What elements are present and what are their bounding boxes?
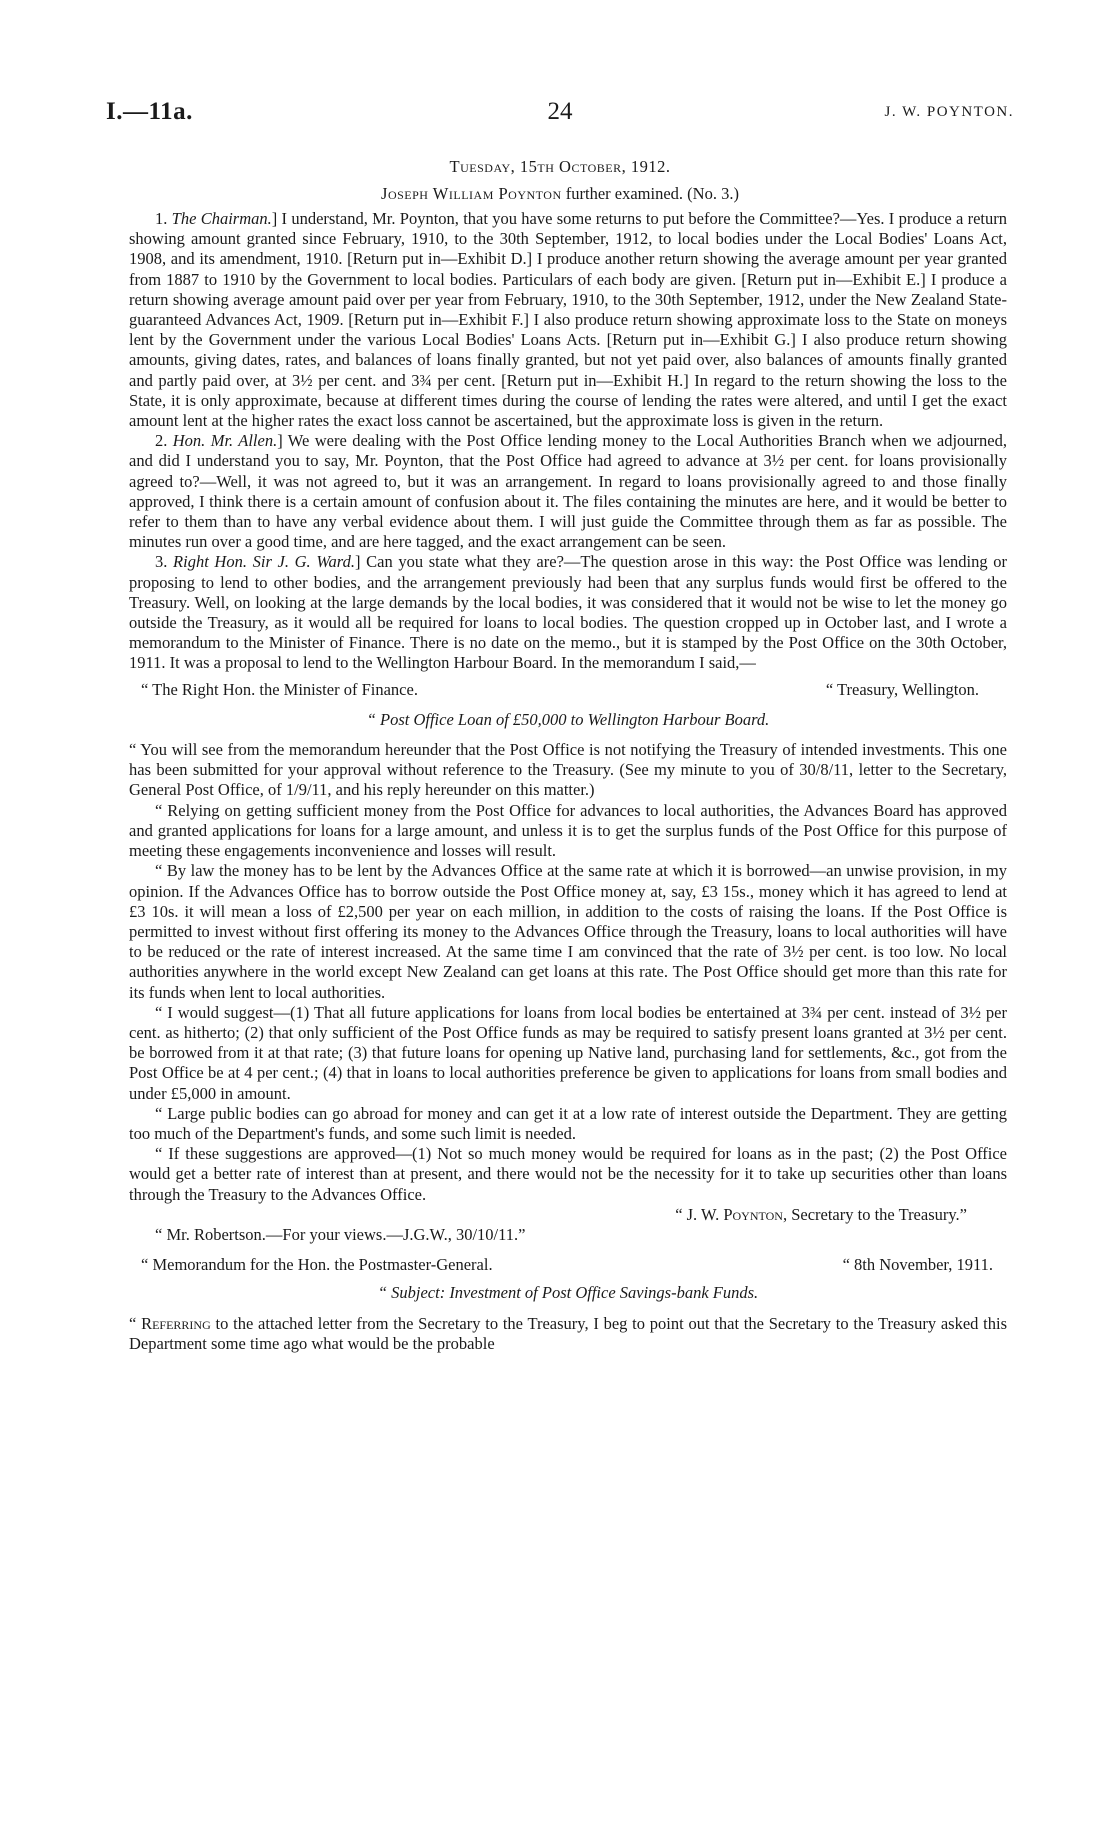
letter-paragraph-3: “ By law the money has to be lent by the Advances Office at the same rate at which it is borrowed—an unwise provision, in my opinion. If the Advances Office has to borrow outside the Post Office money at, say, £3 15s., money which it has agreed to lend at £3 10s. it will mean a loss of £2,500 per year on each million, in addition to the costs of raising the loans. If the Post Office is permitted to invest without first offering its money to the Advances Office through the Treasury, loans to local authorities will have to be reduced or the rate of interest increased. At the same time I am convinced that the rate of 3½ per cent. is too low. No local authorities anywhere in the world except New Zealand can get loans at this rate. The Post Office should get more than this rate for its funds when lent to local authorities.: [129, 861, 1007, 1002]
paragraph-text: ] We were dealing with the Post Office lending money to the Local Authorities Branch when we adjourned, and did I understand you to say, Mr. Poynton, that the Post Office had agreed to advance at 3½ per cent. for loans provisionally agreed to?—Well, it was not agreed to, but it was an arrangement. In regard to loans provisionally agreed to and those finally approved, I think there is a certain amount of confusion about it. The files containing the minutes are here, and it would be better to refer to them than to have any verbal evidence about them. I will just guide the Committee through them as far as possible. The minutes run over a good time, and are here tagged, and the exact arrangement can be seen.: [129, 431, 1007, 552]
signature-title: , Secretary to the Treasury.”: [782, 1204, 967, 1224]
memorandum-lead-word: “ Referring: [129, 1313, 211, 1333]
memorandum-subject: “ Subject: Investment of Post Office Savings-bank Funds.: [377, 1283, 759, 1303]
signature-initials: “ J. W.: [675, 1204, 724, 1224]
paragraph-2: [129, 431, 1007, 552]
letter-paragraph-6: “ If these suggestions are approved—(1) Not so much money would be required for loans as in the past; (2) the Post Office would get a better rate of interest than at present, and there would not be the necessity for it to take up securities other than loans through the Treasury to the Advances Office.: [129, 1144, 1007, 1204]
speaker: Hon. Mr. Allen.: [172, 431, 278, 451]
examined-line: [106, 184, 1014, 204]
paragraph-number: 3.: [155, 552, 168, 572]
memorandum-addressee: “ Memorandum for the Hon. the Postmaster-General.: [141, 1255, 493, 1275]
memorandum-text: to the attached letter from the Secretary to the Treasury, I beg to point out that the Secretary to the Treasury asked this Department some time ago what would be the probable: [129, 1313, 1007, 1353]
document-body: [129, 209, 1007, 1354]
minister-minute: “ Mr. Robertson.—For your views.—J.G.W., 30/10/11.”: [155, 1224, 526, 1244]
memorandum-heading: [129, 1255, 1007, 1275]
letter-salutation: [129, 680, 1007, 700]
page-number: 24: [547, 98, 573, 125]
salutation-addressee: “ The Right Hon. the Minister of Finance.: [141, 679, 418, 699]
paragraph-1: [129, 209, 1007, 431]
memorandum-date: “ 8th November, 1911.: [842, 1255, 993, 1275]
letter-subject: “ Post Office Loan of £50,000 to Wellington Harbour Board.: [366, 709, 770, 729]
signature-surname: Poynton: [723, 1204, 783, 1224]
paragraph-3: [129, 552, 1007, 673]
page-header: [106, 98, 1014, 130]
letter-paragraph-4: “ I would suggest—(1) That all future applications for loans from local bodies be entertained at 3¾ per cent. instead of 3½ per cent. as hitherto; (2) that only sufficient of the Post Office funds as may be required to satisfy present loans granted at 3½ per cent. be borrowed from it at that rate; (3) that future loans for opening up Native land, purchasing land for settlements, &c., got from the Post Office be at 4 per cent.; (4) that in loans to local authorities preference be given to applications for loans from small bodies and under £5,000 in amount.: [129, 1002, 1007, 1103]
speaker: The Chairman.: [171, 209, 272, 228]
date-heading: Tuesday, 15th October, 1912.: [449, 157, 671, 176]
witness-full-name: Joseph William Poynton: [381, 184, 562, 203]
letter-signature: [129, 1205, 1007, 1225]
paragraph-number: 2.: [155, 431, 168, 451]
letter-paragraph-2: “ Relying on getting sufficient money from the Post Office for advances to local authorities, the Advances Board has approved and granted applications for loans for a large amount, and unless it is to get the surplus funds of the Post Office for this purpose of meeting these engagements inconvenience and losses will result.: [129, 800, 1007, 861]
witness-name-header: J. W. POYNTON.: [884, 104, 1014, 120]
speaker: Right Hon. Sir J. G. Ward.: [173, 552, 355, 572]
parliamentary-reference: I.—11a.: [106, 98, 193, 125]
salutation-origin: “ Treasury, Wellington.: [825, 679, 979, 699]
paragraph-text: ] Can you state what they are?—The question arose in this way: the Post Office was lending or proposing to lend to other bodies, and the arrangement previously had been that any surplus funds would first be offered to the Treasury. Well, on looking at the large demands by the local bodies, it was considered that it would not be wise to let the money go outside the Treasury, as it would all be required for loans to local bodies. The question cropped up in October last, and I wrote a memorandum to the Minister of Finance. There is no date on the memo., but it is stamped by the Post Office on the 30th October, 1911. It was a proposal to lend to the Wellington Harbour Board. In the memorandum I said,—: [129, 552, 1007, 673]
letter-paragraph-5: “ Large public bodies can go abroad for money and can get it at a low rate of interest outside the Department. They are getting too much of the Department's funds, and some such limit is needed.: [129, 1103, 1007, 1143]
paragraph-number: 1.: [155, 209, 168, 228]
memorandum-paragraph-1: [129, 1314, 1007, 1354]
letter-paragraph-1: “ You will see from the memorandum hereunder that the Post Office is not notifying the Treasury of intended investments. This one has been submitted for your approval without reference to the Treasury. (See my minute to you of 30/8/11, letter to the Secretary, General Post Office, of 1/9/11, and his reply hereunder on this matter.): [129, 740, 1007, 800]
examined-rest: further examined. (No. 3.): [565, 184, 739, 203]
paragraph-text: ] I understand, Mr. Poynton, that you have some returns to put before the Committee?—Yes. I produce a return showing amount granted since February, 1910, to the 30th September, 1912, to local bodies under the Local Bodies' Loans Act, 1908, and its amendment, 1910. [Return put in—Exhibit D.] I produce another return showing the average amount per year granted from 1887 to 1910 by the Government to local bodies. Particulars of each body are given. [Return put in—Exhibit E.] I produce a return showing average amount paid over per year from February, 1910, to the 30th September, 1912, under the New Zealand State-guaranteed Advances Act, 1909. [Return put in—Exhibit F.] I also produce return showing approximate loss to the State on moneys lent by the Government under the various Local Bodies' Loans Acts. [Return put in—Exhibit G.] I also produce return showing amounts, giving dates, rates, and balances of loans finally granted, but not yet paid over, also balances of amounts finally granted and partly paid over, at 3½ per cent. and 3¾ per cent. [Return put in—Exhibit H.] In regard to the return showing the loss to the State, it is only approximate, because at different times during the course of lending the rates were altered, and until I get the exact amount lent at the higher rates the exact loss cannot be ascertained, but the approximate loss is given in the return.: [129, 209, 1008, 431]
